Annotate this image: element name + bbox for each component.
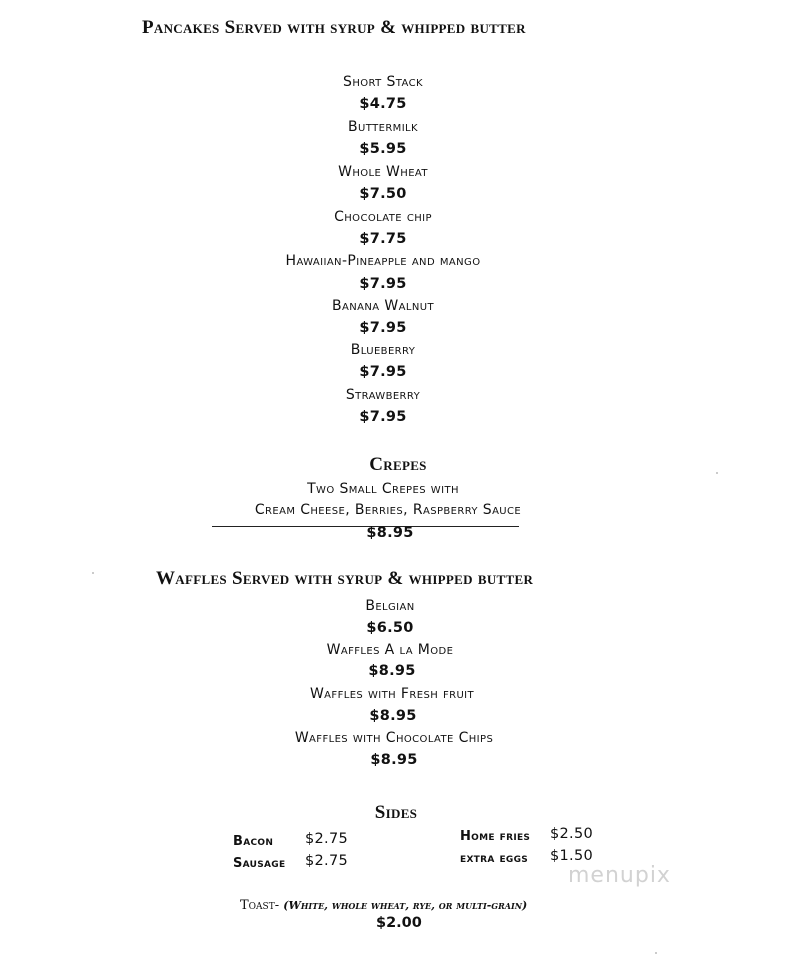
toast-line bbox=[240, 898, 527, 913]
menu-item-name: Waffles with Chocolate Chips bbox=[294, 730, 494, 746]
menu-item-name: Waffles with Fresh fruit bbox=[309, 686, 475, 702]
menu-item-name: Whole Wheat bbox=[338, 164, 428, 180]
waffles-heading: Waffles Served with syrup & whipped butter bbox=[156, 568, 534, 589]
menu-item-price: $4.75 bbox=[359, 96, 407, 112]
side-name-home-fries: Home fries bbox=[460, 829, 531, 844]
menu-item-price: $7.95 bbox=[359, 364, 407, 380]
scan-speck bbox=[92, 572, 94, 574]
sides-heading: Sides bbox=[374, 802, 418, 823]
side-price-extra-eggs: $1.50 bbox=[550, 848, 594, 864]
toast-label: Toast- bbox=[240, 898, 280, 913]
menu-item-price: $8.95 bbox=[369, 708, 417, 724]
menu-item-price: $7.75 bbox=[359, 231, 407, 247]
menu-item-name: Belgian bbox=[365, 598, 415, 614]
crepes-description-line: Cream Cheese, Berries, Raspberry Sauce bbox=[254, 502, 522, 518]
menu-item-name: Banana Walnut bbox=[332, 298, 434, 314]
menu-item-name: Hawaiian-Pineapple and mango bbox=[285, 253, 481, 269]
menu-item-name: Short Stack bbox=[343, 74, 423, 90]
side-name-sausage: Sausage bbox=[233, 856, 286, 871]
menu-item-name: Blueberry bbox=[350, 342, 416, 358]
toast-bread-options: (White, whole wheat, rye, or multi-grain) bbox=[283, 899, 528, 912]
toast-price: $2.00 bbox=[376, 915, 422, 931]
crepes-description-line: Two Small Crepes with bbox=[307, 481, 459, 497]
menu-item-price: $8.95 bbox=[370, 752, 418, 768]
menu-item-name: Strawberry bbox=[345, 387, 421, 403]
side-name-bacon: Bacon bbox=[233, 834, 274, 849]
crepes-price: $8.95 bbox=[366, 525, 414, 541]
menu-item-name: Waffles A la Mode bbox=[326, 642, 454, 658]
scan-speck bbox=[655, 952, 657, 954]
menu-item-price: $7.95 bbox=[359, 276, 407, 292]
side-price-bacon: $2.75 bbox=[305, 831, 349, 847]
pancakes-heading: Pancakes Served with syrup & whipped butter bbox=[142, 17, 526, 38]
scan-speck bbox=[716, 472, 718, 474]
menu-item-name: Chocolate chip bbox=[334, 209, 432, 225]
menu-item-price: $7.95 bbox=[359, 320, 407, 336]
menu-item-name: Buttermilk bbox=[348, 119, 418, 135]
menu-item-price: $6.50 bbox=[366, 620, 414, 636]
side-name-extra-eggs: extra eggs bbox=[460, 851, 529, 866]
menu-item-price: $5.95 bbox=[359, 141, 407, 157]
crepes-heading: Crepes bbox=[369, 454, 427, 475]
side-price-home-fries: $2.50 bbox=[550, 826, 594, 842]
menupix-watermark: menupix bbox=[568, 863, 671, 888]
menu-item-price: $8.95 bbox=[368, 663, 416, 679]
menu-item-price: $7.50 bbox=[359, 186, 407, 202]
menu-item-price: $7.95 bbox=[359, 409, 407, 425]
side-price-sausage: $2.75 bbox=[305, 853, 349, 869]
